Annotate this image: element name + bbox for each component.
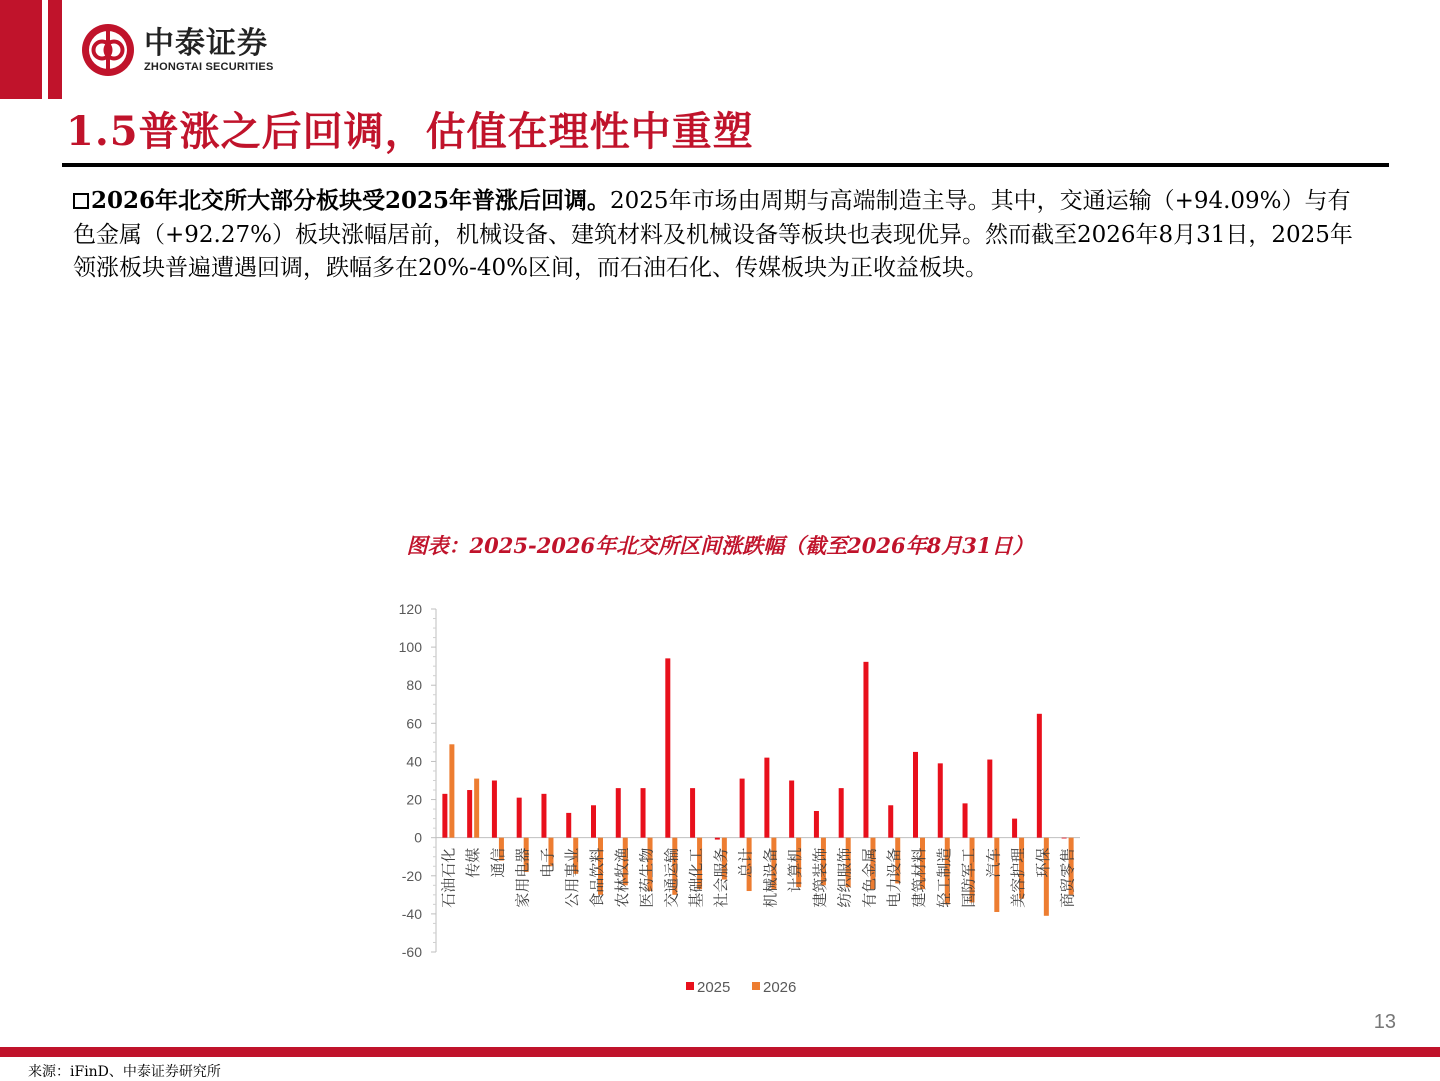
bar-2025-环保 bbox=[1037, 714, 1042, 838]
bar-2025-建筑材料 bbox=[913, 752, 918, 838]
x-category-label: 国防军工 bbox=[959, 847, 978, 908]
x-category-label: 建筑装饰 bbox=[810, 847, 829, 908]
x-category-label: 传媒 bbox=[464, 847, 483, 878]
y-tick-label: 0 bbox=[414, 829, 422, 846]
y-tick-label: 100 bbox=[398, 639, 422, 656]
legend-swatch-2025 bbox=[686, 982, 694, 990]
x-category-label: 电力设备 bbox=[885, 847, 904, 908]
bar-2026-石油石化 bbox=[449, 744, 454, 837]
chart-title: 图表：2025-2026年北交所区间涨跌幅（截至2026年8月31日） bbox=[406, 533, 1034, 558]
summary-lead: 2026年北交所大部分板块受2025年普涨后回调。 bbox=[91, 187, 611, 214]
x-category-label: 食品饮料 bbox=[588, 847, 606, 908]
y-tick-label: -40 bbox=[401, 905, 422, 922]
x-category-label: 电子 bbox=[538, 847, 557, 878]
x-category-label: 纺织服饰 bbox=[835, 847, 854, 908]
bar-2025-石油石化 bbox=[442, 794, 447, 838]
bar-2025-总计 bbox=[740, 779, 745, 838]
bar-2025-电力设备 bbox=[888, 805, 893, 837]
bar-2025-计算机 bbox=[789, 781, 794, 838]
bar-2025-社会服务 bbox=[715, 838, 720, 840]
bar-2025-国防军工 bbox=[963, 803, 968, 837]
x-category-label: 机械设备 bbox=[761, 847, 780, 908]
bar-2025-有色金属 bbox=[863, 662, 868, 838]
bar-2026-传媒 bbox=[474, 779, 479, 838]
bullet-square-icon bbox=[73, 193, 89, 209]
x-category-label: 有色金属 bbox=[860, 847, 879, 908]
bar-2025-通信 bbox=[492, 781, 497, 838]
y-tick-label: 20 bbox=[406, 791, 422, 808]
company-logo bbox=[80, 22, 274, 78]
source-note: 来源：iFinD、中泰证券研究所 bbox=[28, 1064, 221, 1080]
x-category-label: 石油石化 bbox=[439, 847, 458, 908]
x-category-label: 商贸零售 bbox=[1058, 847, 1077, 908]
bar-2025-农林牧渔 bbox=[616, 788, 621, 838]
y-tick-label: 40 bbox=[406, 753, 422, 770]
logo-chinese-name: 中泰证券 bbox=[144, 26, 268, 61]
x-category-label: 轻工制造 bbox=[934, 847, 953, 908]
bar-2025-交通运输 bbox=[665, 658, 670, 837]
y-tick-label: 80 bbox=[406, 677, 422, 694]
summary-paragraph bbox=[73, 184, 1373, 286]
bar-2025-电子 bbox=[541, 794, 546, 838]
bar-2025-基础化工 bbox=[690, 788, 695, 838]
x-category-label: 社会服务 bbox=[711, 847, 730, 908]
bar-2025-汽车 bbox=[987, 760, 992, 838]
y-tick-label: -20 bbox=[401, 867, 422, 884]
x-category-label: 通信 bbox=[488, 847, 507, 878]
bar-2025-纺织服饰 bbox=[839, 788, 844, 838]
bar-2025-公用事业 bbox=[566, 813, 571, 838]
title-divider bbox=[62, 163, 1389, 167]
x-category-label: 美容护理 bbox=[1009, 847, 1028, 908]
page-title: 1.5普涨之后回调，估值在理性中重塑 bbox=[66, 108, 754, 155]
legend-swatch-2026 bbox=[752, 982, 760, 990]
x-category-label: 公用事业 bbox=[563, 847, 582, 908]
x-category-label: 计算机 bbox=[786, 847, 805, 893]
x-category-label: 农林牧渔 bbox=[612, 847, 631, 908]
legend-label-2025: 2025 bbox=[697, 979, 731, 996]
bar-chart bbox=[380, 595, 1100, 1015]
corner-stripe bbox=[42, 0, 48, 99]
logo-english-name: ZHONGTAI SECURITIES bbox=[144, 61, 274, 73]
x-category-label: 交通运输 bbox=[662, 847, 681, 908]
bar-2025-家用电器 bbox=[517, 798, 522, 838]
legend-label-2026: 2026 bbox=[763, 979, 797, 996]
x-category-label: 环保 bbox=[1033, 847, 1052, 878]
bar-2025-传媒 bbox=[467, 790, 472, 838]
bar-2025-轻工制造 bbox=[938, 763, 943, 837]
y-tick-label: -60 bbox=[401, 944, 422, 960]
bar-2025-食品饮料 bbox=[591, 805, 596, 837]
corner-red-block bbox=[0, 0, 62, 99]
x-category-label: 汽车 bbox=[984, 847, 1003, 878]
x-category-label: 家用电器 bbox=[513, 847, 532, 908]
summary-text: 2025年市场由周期与高端制造主导。其中，交通运输（+94.09%）与有色金属（+92.27%）板块涨幅居前，机械设备、建筑材料及机械设备等板块也表现优异。然而截至2026年8月31日，2025年领涨板块普遍遭遇回调，跌幅多在20%-40%区间，而石油石化、传媒板块为正收益板块。 bbox=[73, 188, 1353, 281]
bar-2025-医药生物 bbox=[641, 788, 646, 838]
bar-2025-建筑装饰 bbox=[814, 811, 819, 838]
x-category-label: 建筑材料 bbox=[910, 847, 928, 908]
page-number: 13 bbox=[1373, 1011, 1396, 1033]
x-category-label: 总计 bbox=[736, 847, 755, 878]
bar-2025-美容护理 bbox=[1012, 819, 1017, 838]
y-tick-label: 120 bbox=[398, 601, 422, 617]
x-category-label: 基础化工 bbox=[687, 847, 706, 908]
zhongtai-logo-icon bbox=[80, 22, 136, 78]
bar-2025-机械设备 bbox=[764, 758, 769, 838]
y-tick-label: 60 bbox=[406, 715, 422, 732]
bar-2025-商贸零售 bbox=[1062, 838, 1067, 839]
footer-bar bbox=[0, 1047, 1440, 1057]
x-category-label: 医药生物 bbox=[637, 847, 656, 908]
